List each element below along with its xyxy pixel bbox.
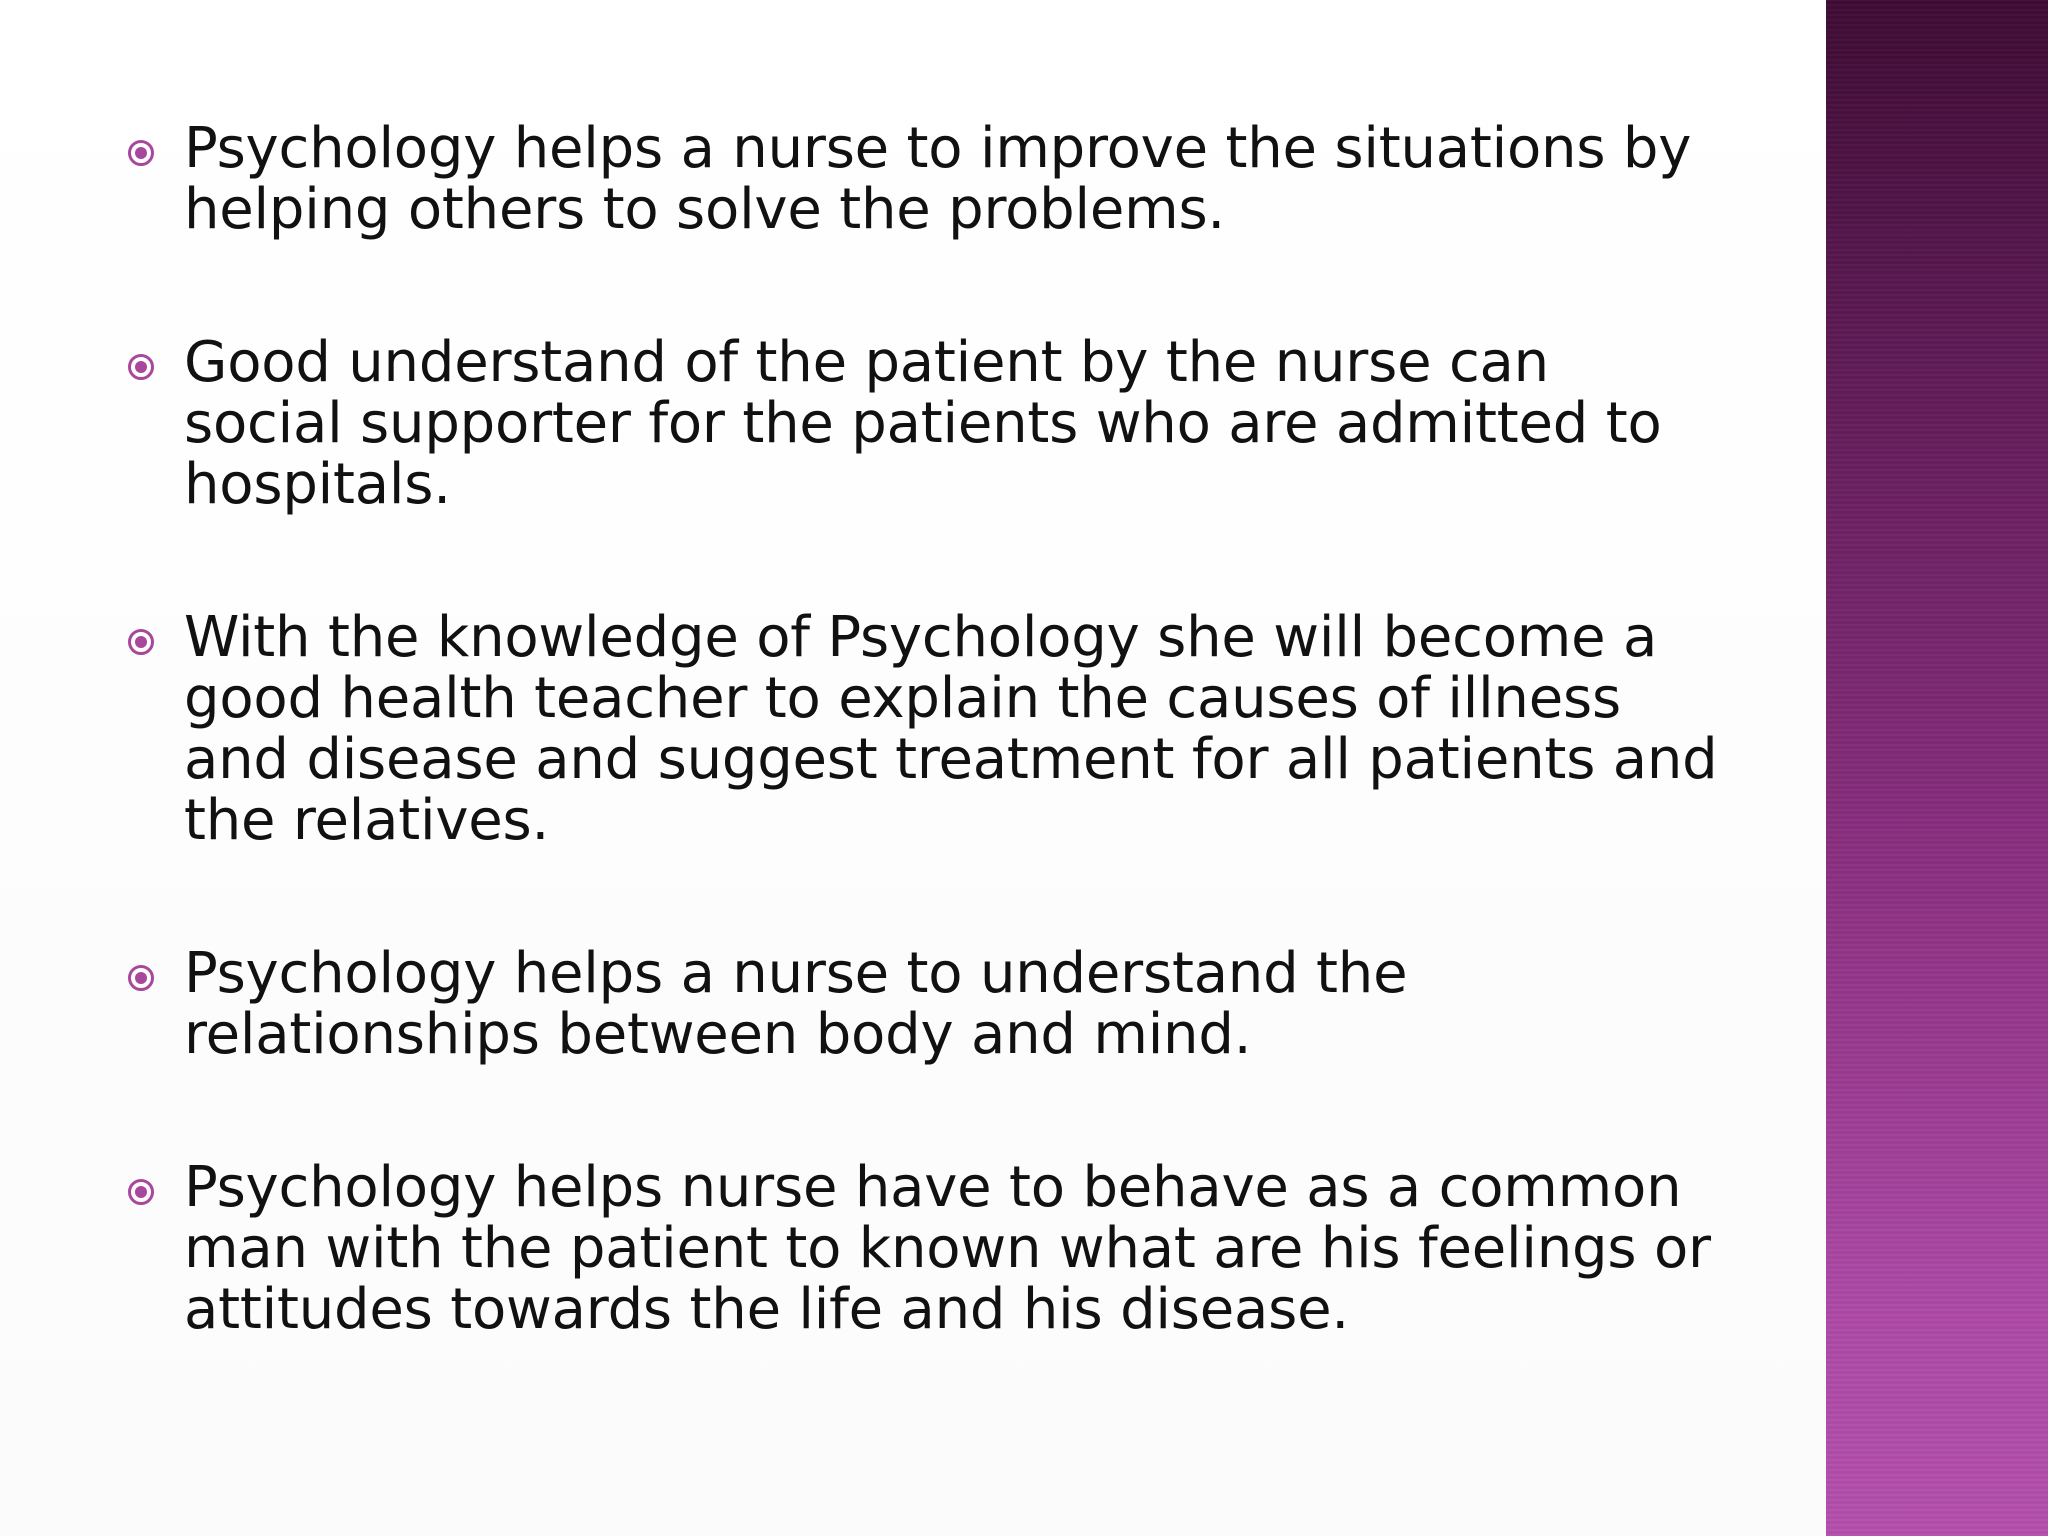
bullet-text: Psychology helps nurse have to behave as a common man with the patient to known what are his feelings or attitudes towards the life and his disease. <box>184 1155 1711 1342</box>
bullet-text: Psychology helps a nurse to understand the relationships between body and mind. <box>184 941 1408 1067</box>
bullet-item <box>120 1157 1720 1340</box>
bullet-text: With the knowledge of Psychology she will become a good health teacher to explain the causes of illness and disease and suggest treatment for all patients and the relatives. <box>184 605 1718 853</box>
bullet-text: Good understand of the patient by the nurse can social supporter for the patients who are admitted to hospitals. <box>184 330 1662 517</box>
target-bullet-icon <box>128 140 154 166</box>
bullet-item <box>120 607 1720 851</box>
target-bullet-icon <box>128 354 154 380</box>
target-bullet-icon <box>128 1179 154 1205</box>
bullet-text: Psychology helps a nurse to improve the situations by helping others to solve the problems. <box>184 116 1692 242</box>
target-bullet-icon <box>128 629 154 655</box>
target-bullet-icon <box>128 965 154 991</box>
bullet-item <box>120 332 1720 515</box>
bullet-list <box>120 118 1720 1432</box>
decorative-side-band <box>1826 0 2048 1536</box>
bullet-item <box>120 118 1720 240</box>
bullet-item <box>120 943 1720 1065</box>
